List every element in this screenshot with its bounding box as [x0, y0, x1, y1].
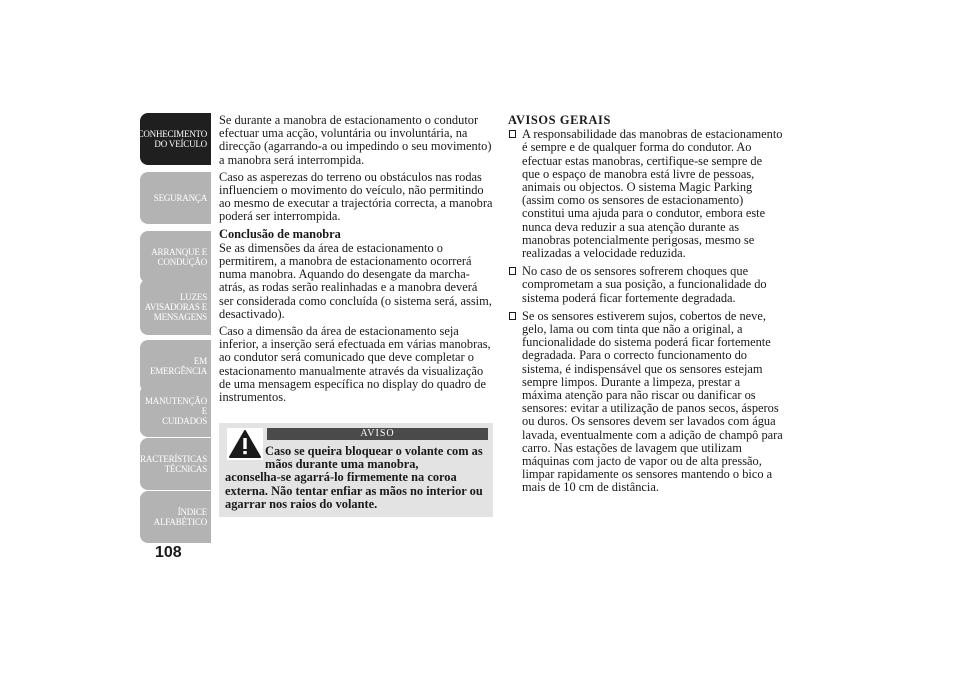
list-item-text: No caso de os sensores sofrerem choques que comprometam a sua posição, a funcionalidade do sistema poderá ficar fortemente degradada.: [522, 264, 767, 305]
paragraph: Se durante a manobra de estacionamento o condutor efectuar uma acção, voluntária ou involuntária, na direcção (agarrando-a ou impedindo o seu movimento) a manobra será interrompida.: [219, 113, 492, 167]
paragraph: Caso as asperezas do terreno ou obstáculos nas rodas influenciem o movimento do veículo, não permitindo ao mesmo de executar a trajectória correcta, a manobra poderá ser interrompida.: [219, 169, 493, 224]
list-item-text: Se os sensores estiverem sujos, cobertos de neve, gelo, lama ou com tinta que não a original, a funcionalidade do sistema poderá ficar fortemente degradada. Para o correcto funcionamento do sistema, é indispensável que os sensores estejam sempre limpos. Durante a limpeza, prestar a máxima atenção para não riscar ou danificar os sensores: evitar a utilização de panos secos, ásperos ou duros. Os sensores devem ser lavados com água lavada, eventualmente com a adição de champô para carro. Nas estações de lavagem que utilizam máquinas com jacto de vapor ou de alta pressão, limpar rapidamente os sensores mantendo o bico a mais de 10 cm de distância.: [522, 308, 783, 495]
tab-manutencao-e-cuidados[interactable]: MANUTENÇÃO E CUIDADOS: [140, 385, 211, 437]
tab-indice-alfabetico[interactable]: ÍNDICE ALFABÉTICO: [140, 491, 211, 543]
tab-arranque-e-conducao[interactable]: ARRANQUE E CONDUÇÃO: [140, 231, 211, 283]
checkbox-bullet-icon: [509, 267, 516, 275]
paragraph: Se as dimensões da área de estacionamento o permitirem, a manobra de estacionamento ocorrerá numa manobra. Aquando do desengate da marcha-atrás, as rodas serão realinhadas e a manobra deverá ser considerada como concluída (o sistema será, assim, desactivado).: [219, 240, 492, 321]
section-heading: Conclusão de manobra: [219, 226, 341, 241]
left-column: [219, 114, 494, 408]
tab-luzes-avisadoras[interactable]: LUZES AVISADORAS E MENSAGENS: [140, 279, 211, 335]
right-column: [508, 114, 783, 500]
warning-line: aconselha-se agarrá-lo firmemente na coroa externa. Não tentar enfiar as mãos no interior ou agarrar nos raios do volante.: [225, 470, 483, 511]
checkbox-bullet-icon: [509, 130, 516, 138]
tab-conhecimento-do-veiculo[interactable]: CONHECIMENTO DO VEÍCULO: [140, 113, 211, 165]
warning-text: [225, 445, 489, 511]
page-number: 108: [155, 544, 182, 561]
checkbox-bullet-icon: [509, 312, 516, 320]
tab-seguranca[interactable]: SEGURANÇA: [140, 172, 211, 224]
list-item: [508, 310, 783, 495]
warning-title: AVISO: [267, 428, 488, 440]
warning-line: Caso se queira bloquear o volante com as mãos durante uma manobra,: [265, 444, 483, 472]
list-item: [508, 265, 783, 305]
warning-box: [219, 423, 493, 517]
list-item-text: A responsabilidade das manobras de estacionamento é sempre e de qualquer forma do condutor. Ao efectuar estas manobras, certifique-se sempre de que o espaço de manobra está livre de pessoas, animais ou objectos. O sistema Magic Parking (assim como os sensores de estacionamento) constitui uma ajuda para o condutor, embora este nunca deva reduzir a sua atenção durante as manobras potencialmente perigosas, mesmo se realizadas a velocidade reduzida.: [522, 127, 783, 261]
list-item: [508, 128, 783, 260]
tab-em-emergencia[interactable]: EM EMERGÊNCIA: [140, 340, 211, 392]
paragraph: Caso a dimensão da área de estacionamento seja inferior, a inserção será efectuada em várias manobras, ao condutor será comunicado que deve completar o estacionamento manualmente através da visualização de uma mensagem específica no display do quadro de instrumentos.: [219, 324, 491, 405]
tab-caracteristicas-tecnicas[interactable]: CARACTERÍSTICAS TÉCNICAS: [140, 438, 211, 490]
section-heading: AVISOS GERAIS: [508, 113, 611, 127]
